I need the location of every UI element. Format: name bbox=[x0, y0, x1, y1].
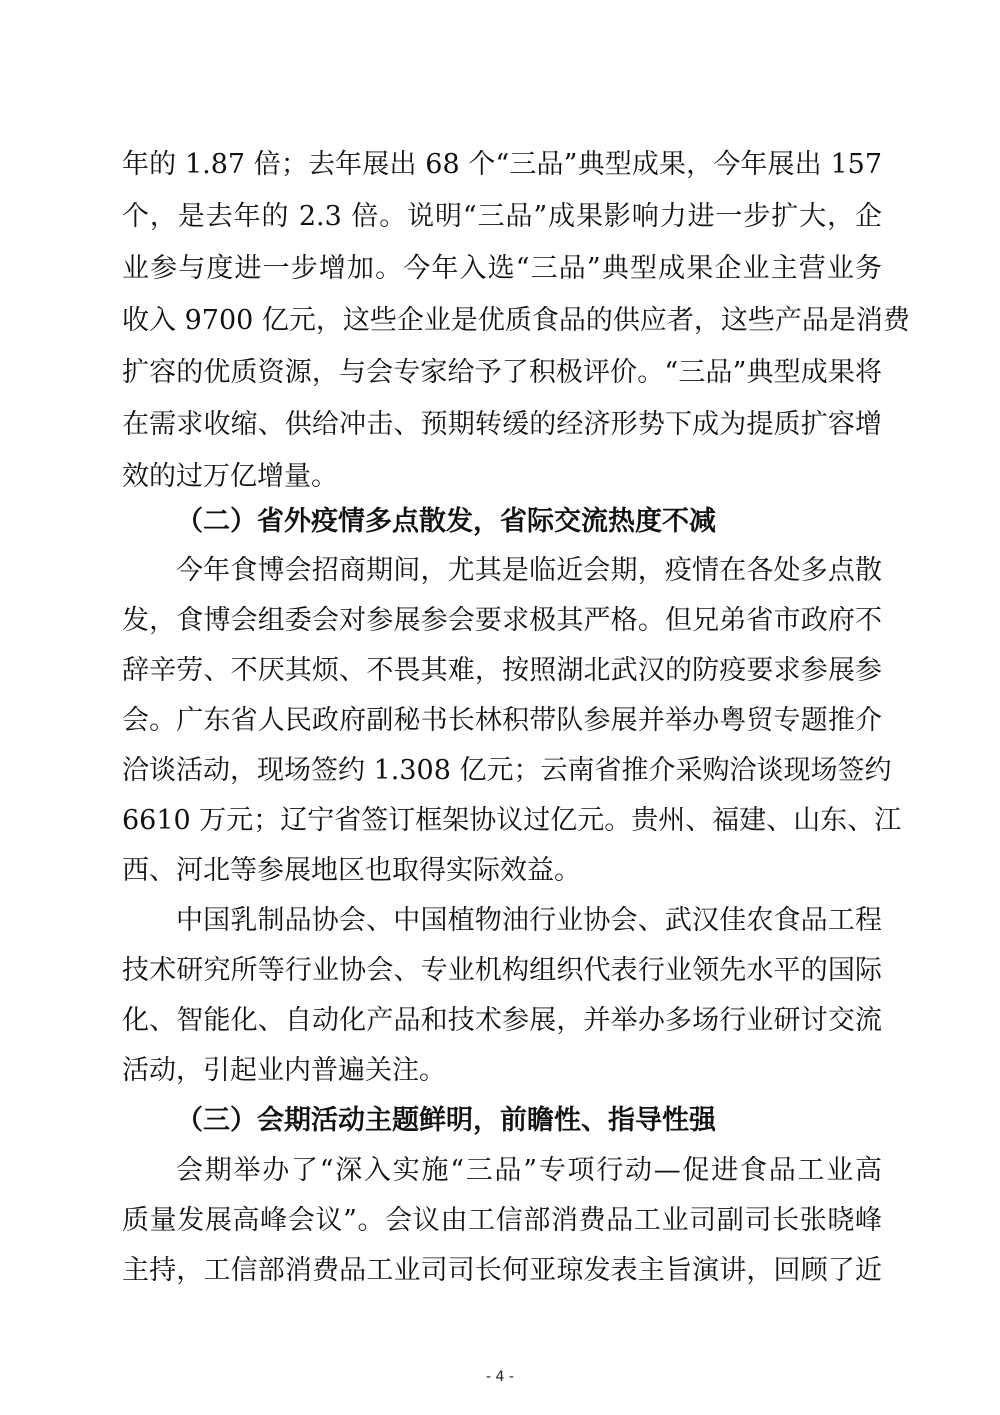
paragraph-1-line-2: 个，是去年的 2.3 倍。说明“三品”成果影响力进一步扩大，企 bbox=[122, 201, 882, 232]
paragraph-2-line-6: 6610 万元；辽宁省签订框架协议过亿元。贵州、福建、山东、江 bbox=[122, 805, 902, 836]
section-heading-2: （二）省外疫情多点散发，省际交流热度不减 bbox=[176, 506, 716, 537]
paragraph-1-line-4: 收入 9700 亿元，这些企业是优质食品的供应者，这些产品是消费 bbox=[122, 305, 910, 336]
section-heading-3: （三）会期活动主题鲜明，前瞻性、指导性强 bbox=[176, 1105, 716, 1136]
paragraph-1-line-5: 扩容的优质资源，与会专家给予了积极评价。“三品”典型成果将 bbox=[122, 357, 882, 388]
paragraph-2-line-3: 辞辛劳、不厌其烦、不畏其难，按照湖北武汉的防疫要求参展参 bbox=[122, 655, 882, 686]
page-number: - 4 - bbox=[486, 1369, 514, 1385]
paragraph-3-line-1: 中国乳制品协会、中国植物油行业协会、武汉佳农食品工程 bbox=[176, 905, 882, 936]
paragraph-4-line-1: 会期举办了“深入实施“三品”专项行动—促进食品工业高 bbox=[176, 1155, 882, 1186]
paragraph-3-line-3: 化、智能化、自动化产品和技术参展，并举办多场行业研讨交流 bbox=[122, 1005, 882, 1036]
paragraph-3-line-2: 技术研究所等行业协会、专业机构组织代表行业领先水平的国际 bbox=[122, 955, 882, 986]
paragraph-2-line-7: 西、河北等参展地区也取得实际效益。 bbox=[122, 855, 581, 886]
paragraph-4-line-3: 主持，工信部消费品工业司司长何亚琼发表主旨演讲，回顾了近 bbox=[122, 1255, 882, 1286]
paragraph-2-line-1: 今年食博会招商期间，尤其是临近会期，疫情在各处多点散 bbox=[176, 555, 882, 586]
paragraph-1-line-3: 业参与度进一步增加。今年入选“三品”典型成果企业主营业务 bbox=[122, 253, 882, 284]
paragraph-3-line-4: 活动，引起业内普遍关注。 bbox=[122, 1055, 446, 1086]
paragraph-1-line-1: 年的 1.87 倍；去年展出 68 个“三品”典型成果，今年展出 157 bbox=[122, 149, 882, 180]
paragraph-4-line-2: 质量发展高峰会议”。会议由工信部消费品工业司副司长张晓峰 bbox=[122, 1205, 882, 1236]
paragraph-1-line-6: 在需求收缩、供给冲击、预期转缓的经济形势下成为提质扩容增 bbox=[122, 409, 882, 440]
paragraph-2-line-2: 发，食博会组委会对参展参会要求极其严格。但兄弟省市政府不 bbox=[122, 605, 882, 636]
paragraph-2-line-5: 洽谈活动，现场签约 1.308 亿元；云南省推介采购洽谈现场签约 bbox=[122, 755, 892, 786]
paragraph-2-line-4: 会。广东省人民政府副秘书长林积带队参展并举办粤贸专题推介 bbox=[122, 705, 882, 736]
paragraph-1-line-7: 效的过万亿增量。 bbox=[122, 461, 338, 492]
